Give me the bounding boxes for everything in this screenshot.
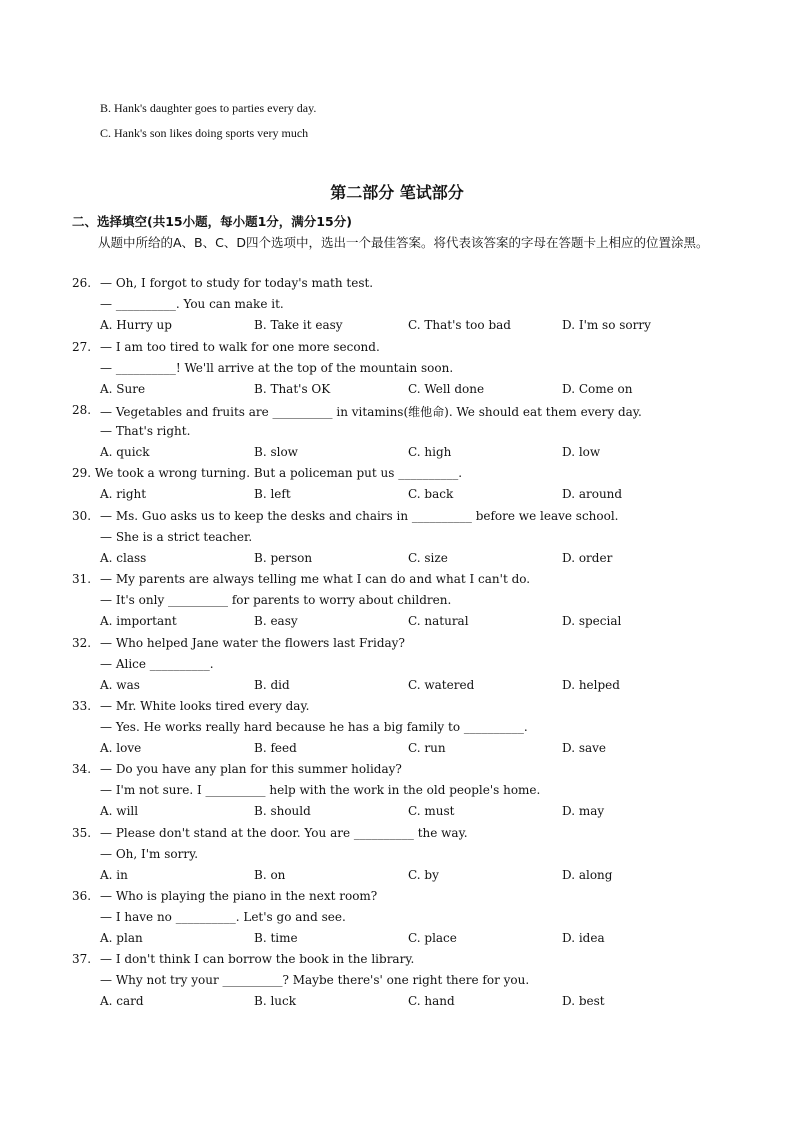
option-d[interactable]: D. idea — [562, 931, 605, 945]
option-b[interactable]: B. That's OK — [254, 382, 331, 396]
option-c[interactable]: C. back — [408, 487, 454, 501]
question-number: 34. — [72, 762, 92, 776]
question-text: 29. We took a wrong turning. But a policeman put us __________. — [72, 466, 463, 480]
option-b[interactable]: B. left — [254, 487, 291, 501]
section-heading: 二、选择填空(共15小题，每小题1分，满分15分) — [72, 214, 352, 229]
question-number: 27. — [72, 340, 92, 354]
question-line-2: — Yes. He works really hard because he has a big family to __________. — [100, 720, 528, 734]
question-number: 26. — [72, 276, 92, 290]
option-d[interactable]: D. low — [562, 445, 601, 459]
option-a[interactable]: A. love — [100, 741, 142, 755]
option-b[interactable]: B. feed — [254, 741, 297, 755]
option-a[interactable]: A. Sure — [100, 382, 146, 396]
instructions: 从题中所给的A、B、C、D四个选项中，选出一个最佳答案。将代表该答案的字母在答题卡上相应的位置涂黑。 — [98, 235, 709, 250]
question-line-2: — It's only __________ for parents to worry about children. — [100, 593, 452, 607]
option-b[interactable]: B. should — [254, 804, 311, 818]
option-a[interactable]: A. class — [100, 551, 147, 565]
option-c[interactable]: C. high — [408, 445, 452, 459]
question-28 — [72, 403, 752, 463]
question-line-2: — I have no __________. Let's go and see. — [100, 910, 346, 924]
question-number: 31. — [72, 572, 92, 586]
option-a[interactable]: A. was — [100, 678, 140, 692]
option-d[interactable]: D. order — [562, 551, 613, 565]
option-d[interactable]: D. along — [562, 868, 613, 882]
question-line-1: — Who helped Jane water the flowers last Friday? — [100, 636, 405, 650]
option-b[interactable]: B. luck — [254, 994, 297, 1008]
question-line-1: — Oh, I forgot to study for today's math test. — [100, 276, 374, 290]
option-b-line: B. Hank's daughter goes to parties every day. — [100, 101, 317, 115]
option-c[interactable]: C. watered — [408, 678, 475, 692]
question-line-1: — Do you have any plan for this summer holiday? — [100, 762, 402, 776]
option-d[interactable]: D. Come on — [562, 382, 633, 396]
option-c[interactable]: C. run — [408, 741, 446, 755]
question-number: 30. — [72, 509, 92, 523]
option-c[interactable]: C. Well done — [408, 382, 485, 396]
option-a[interactable]: A. plan — [100, 931, 143, 945]
question-line-1: — Vegetables and fruits are __________ in vitamins(维他命). We should eat them every day. — [100, 405, 642, 419]
question-number: 37. — [72, 952, 92, 966]
option-a[interactable]: A. important — [100, 614, 177, 628]
question-line-2: — __________. You can make it. — [100, 297, 284, 311]
option-a[interactable]: A. card — [100, 994, 144, 1008]
option-d[interactable]: D. I'm so sorry — [562, 318, 651, 332]
question-line-1: — I don't think I can borrow the book in the library. — [100, 952, 415, 966]
question-line-2: — Why not try your __________? Maybe there's' one right there for you. — [100, 973, 530, 987]
option-c-line: C. Hank's son likes doing sports very much — [100, 126, 309, 140]
option-d[interactable]: D. special — [562, 614, 622, 628]
option-c[interactable]: C. natural — [408, 614, 469, 628]
question-33 — [72, 699, 752, 759]
part-title: 第二部分 笔试部分 — [330, 183, 464, 202]
option-d[interactable]: D. may — [562, 804, 605, 818]
question-34 — [72, 762, 752, 822]
option-a[interactable]: A. quick — [100, 445, 150, 459]
question-line-1: — Mr. White looks tired every day. — [100, 699, 310, 713]
question-27 — [72, 340, 752, 400]
question-line-2: — She is a strict teacher. — [100, 530, 253, 544]
question-line-2: — Oh, I'm sorry. — [100, 847, 199, 861]
option-c[interactable]: C. size — [408, 551, 448, 565]
question-line-2: — Alice __________. — [100, 657, 214, 671]
option-b[interactable]: B. Take it easy — [254, 318, 343, 332]
option-a[interactable]: A. in — [100, 868, 128, 882]
option-c[interactable]: C. must — [408, 804, 455, 818]
question-line-1: — Who is playing the piano in the next room? — [100, 889, 378, 903]
question-line-1: — Please don't stand at the door. You are __________ the way. — [100, 826, 468, 840]
option-a[interactable]: A. will — [100, 804, 139, 818]
option-c[interactable]: C. That's too bad — [408, 318, 511, 332]
question-36 — [72, 889, 752, 949]
option-b[interactable]: B. slow — [254, 445, 298, 459]
question-31 — [72, 572, 752, 632]
option-d[interactable]: D. save — [562, 741, 607, 755]
question-line-1: — My parents are always telling me what I can do and what I can't do. — [100, 572, 531, 586]
option-b[interactable]: B. person — [254, 551, 313, 565]
question-line-1: — Ms. Guo asks us to keep the desks and chairs in __________ before we leave school. — [100, 509, 619, 523]
option-b[interactable]: B. easy — [254, 614, 298, 628]
question-line-1: — I am too tired to walk for one more second. — [100, 340, 380, 354]
question-number: 28. — [72, 403, 92, 417]
option-d[interactable]: D. best — [562, 994, 605, 1008]
question-line-2: — __________! We'll arrive at the top of the mountain soon. — [100, 361, 454, 375]
question-35 — [72, 826, 752, 886]
question-line-2: — I'm not sure. I __________ help with the work in the old people's home. — [100, 783, 541, 797]
question-32 — [72, 636, 752, 696]
option-b[interactable]: B. did — [254, 678, 290, 692]
option-a[interactable]: A. Hurry up — [100, 318, 172, 332]
option-c[interactable]: C. place — [408, 931, 457, 945]
question-26 — [72, 276, 752, 336]
question-30 — [72, 509, 752, 569]
question-37 — [72, 952, 752, 1012]
option-d[interactable]: D. helped — [562, 678, 620, 692]
option-d[interactable]: D. around — [562, 487, 623, 501]
option-c[interactable]: C. by — [408, 868, 439, 882]
question-number: 32. — [72, 636, 92, 650]
question-number: 33. — [72, 699, 92, 713]
question-number: 35. — [72, 826, 92, 840]
question-line-2: — That's right. — [100, 424, 191, 438]
option-c[interactable]: C. hand — [408, 994, 455, 1008]
option-a[interactable]: A. right — [100, 487, 147, 501]
question-number: 36. — [72, 889, 92, 903]
option-b[interactable]: B. on — [254, 868, 286, 882]
option-b[interactable]: B. time — [254, 931, 298, 945]
